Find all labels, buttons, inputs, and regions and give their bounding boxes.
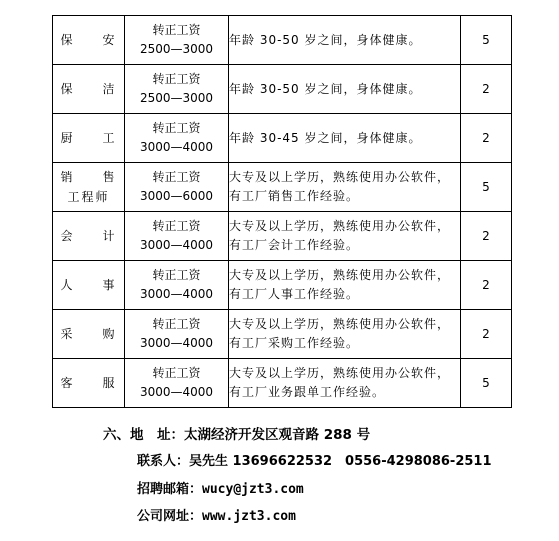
position-cell <box>53 163 125 212</box>
table-row <box>53 261 512 310</box>
salary-label: 转正工资 <box>152 72 201 86</box>
salary-cell <box>125 114 229 163</box>
position-name <box>61 167 117 207</box>
position-cell <box>53 359 125 408</box>
position-name-line2: 工程师 <box>67 190 110 204</box>
requirement-cell: 年龄 30-50 岁之间，身体健康。 <box>229 65 461 114</box>
salary-label: 转正工资 <box>152 366 201 380</box>
position-cell <box>53 212 125 261</box>
salary-label: 转正工资 <box>152 317 201 331</box>
position-name: 采购 <box>60 326 117 341</box>
table-row <box>53 212 512 261</box>
count-cell: 2 <box>461 65 512 114</box>
position-cell <box>53 310 125 359</box>
salary-cell <box>125 261 229 310</box>
table-row <box>53 359 512 408</box>
job-table <box>52 15 512 408</box>
requirement-cell: 大专及以上学历，熟练使用办公软件，有工厂业务跟单工作经验。 <box>229 359 461 408</box>
salary-label: 转正工资 <box>152 219 201 233</box>
salary-cell <box>125 212 229 261</box>
email-link[interactable]: wucy@jzt3.com <box>202 482 304 497</box>
position-cell <box>53 114 125 163</box>
email-line <box>137 478 304 497</box>
position-name: 客服 <box>60 375 117 390</box>
position-name: 会计 <box>60 228 117 243</box>
salary-range: 3000—4000 <box>139 287 214 301</box>
count-cell: 2 <box>461 212 512 261</box>
salary-label: 转正工资 <box>152 268 201 282</box>
website-link[interactable]: www.jzt3.com <box>202 509 296 524</box>
salary-label: 转正工资 <box>152 121 201 135</box>
contact-value: 吴先生 13696622532 0556-4298086-2511 <box>189 454 492 469</box>
count-cell: 2 <box>461 261 512 310</box>
position-name: 保洁 <box>60 81 117 96</box>
requirement-cell: 大专及以上学历，熟练使用办公软件，有工厂会计工作经验。 <box>229 212 461 261</box>
count-cell: 5 <box>461 163 512 212</box>
website-line <box>137 505 296 524</box>
requirement-cell: 大专及以上学历，熟练使用办公软件，有工厂销售工作经验。 <box>229 163 461 212</box>
table-row <box>53 163 512 212</box>
requirement-cell: 年龄 30-45 岁之间，身体健康。 <box>229 114 461 163</box>
email-label: 招聘邮箱： <box>137 482 203 497</box>
website-label: 公司网址： <box>137 509 203 524</box>
position-name: 厨工 <box>60 130 117 145</box>
salary-range: 3000—4000 <box>139 140 214 154</box>
address-line: 六、地 址：太湖经济开发区观音路 288 号 <box>103 427 371 443</box>
contact-line <box>137 450 492 469</box>
table-row <box>53 114 512 163</box>
position-cell <box>53 261 125 310</box>
table-row <box>53 310 512 359</box>
salary-label: 转正工资 <box>152 23 201 37</box>
requirement-cell: 大专及以上学历，熟练使用办公软件，有工厂人事工作经验。 <box>229 261 461 310</box>
salary-cell <box>125 163 229 212</box>
position-cell <box>53 65 125 114</box>
requirement-cell: 年龄 30-50 岁之间，身体健康。 <box>229 16 461 65</box>
salary-range: 3000—4000 <box>139 336 214 350</box>
count-cell: 5 <box>461 359 512 408</box>
salary-cell <box>125 310 229 359</box>
salary-cell <box>125 359 229 408</box>
position-cell <box>53 16 125 65</box>
requirement-cell: 大专及以上学历，熟练使用办公软件，有工厂采购工作经验。 <box>229 310 461 359</box>
salary-range: 3000—4000 <box>139 385 214 399</box>
salary-range: 3000—4000 <box>139 238 214 252</box>
salary-cell <box>125 16 229 65</box>
position-name: 保安 <box>60 32 117 47</box>
salary-label: 转正工资 <box>152 170 201 184</box>
salary-range: 3000—6000 <box>139 189 214 203</box>
salary-range: 2500—3000 <box>139 42 214 56</box>
count-cell: 5 <box>461 16 512 65</box>
salary-cell <box>125 65 229 114</box>
table-row <box>53 16 512 65</box>
position-name: 人事 <box>60 277 117 292</box>
table-row <box>53 65 512 114</box>
contact-label: 联系人： <box>137 454 190 469</box>
salary-range: 2500—3000 <box>139 91 214 105</box>
count-cell: 2 <box>461 114 512 163</box>
position-name-line1: 销售 <box>60 170 117 184</box>
count-cell: 2 <box>461 310 512 359</box>
